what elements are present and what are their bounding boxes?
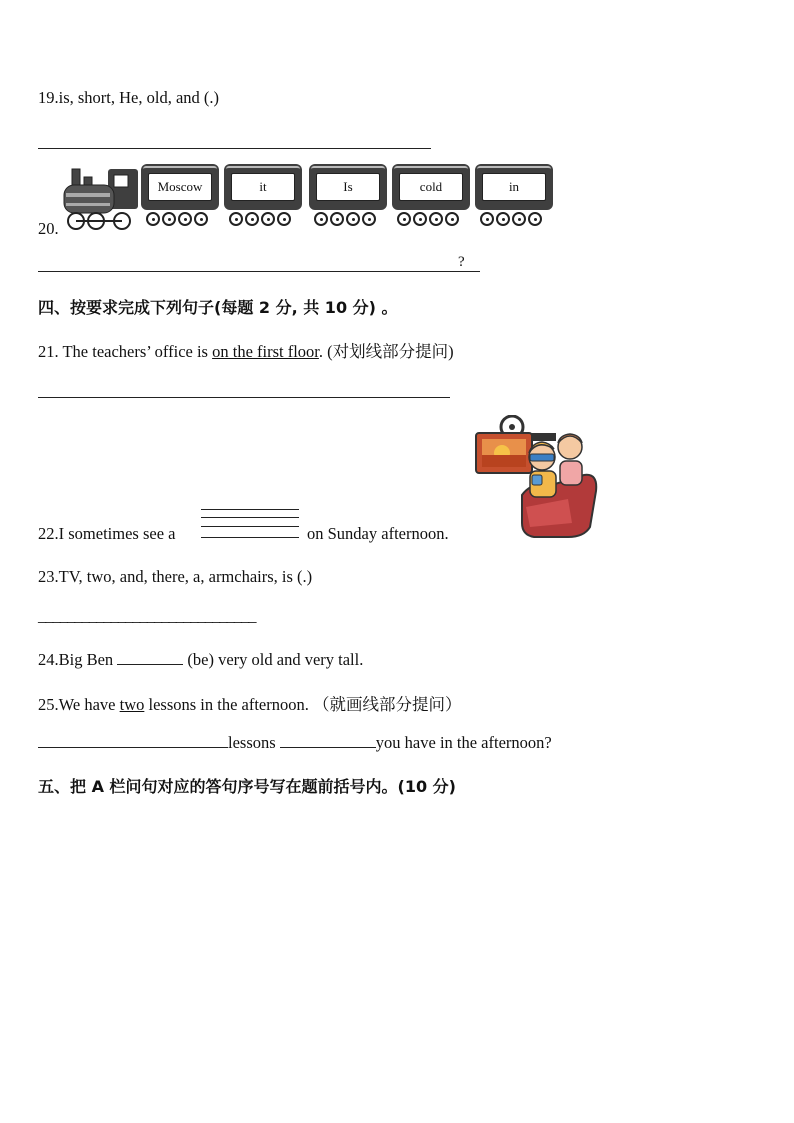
q22-answer-line[interactable] bbox=[201, 537, 299, 538]
word-card-3[interactable]: Is bbox=[316, 173, 380, 201]
question-21 bbox=[38, 338, 454, 362]
q21-prefix: 21. The teachers’ office is bbox=[38, 342, 213, 361]
train-car-3 bbox=[309, 164, 387, 210]
q22-blank-line-1 bbox=[201, 509, 299, 510]
wheels-4 bbox=[397, 212, 459, 228]
q24-blank[interactable] bbox=[117, 650, 183, 665]
q25-blank-2[interactable] bbox=[280, 733, 376, 748]
question-24 bbox=[38, 650, 363, 670]
train-car-1 bbox=[141, 164, 219, 210]
q22-suffix: on Sunday afternoon. bbox=[307, 524, 449, 543]
q25-answer-end: you have in the afternoon? bbox=[375, 733, 552, 752]
q25-prefix: 25.We have bbox=[38, 695, 120, 714]
q24-prefix: 24.Big Ben bbox=[38, 650, 114, 669]
q21-suffix: . (对划线部分提问) bbox=[318, 342, 454, 361]
q22-blank-line-2 bbox=[201, 517, 299, 518]
wheels-1 bbox=[146, 212, 208, 228]
word-card-1[interactable]: Moscow bbox=[148, 173, 212, 201]
question-mark: ? bbox=[458, 254, 465, 270]
word-card-5[interactable]: in bbox=[482, 173, 546, 201]
q25-blank-1[interactable] bbox=[38, 733, 228, 748]
q24-suffix: (be) very old and very tall. bbox=[187, 650, 364, 669]
wheels-3 bbox=[314, 212, 376, 228]
question-23: 23.TV, two, and, there, a, armchairs, is (.) bbox=[38, 567, 313, 586]
wheels-2 bbox=[229, 212, 291, 228]
q22-blank-line-3 bbox=[201, 526, 299, 527]
train-car-4 bbox=[392, 164, 470, 210]
word-card-4[interactable]: cold bbox=[399, 173, 463, 201]
q25-suffix: lessons in the afternoon. （就画线部分提问） bbox=[144, 695, 462, 714]
answer-line-23[interactable]: ______________________________ bbox=[38, 606, 256, 625]
answer-line-20[interactable] bbox=[38, 271, 480, 272]
train-car-5 bbox=[475, 164, 553, 210]
q25-underlined: two bbox=[119, 695, 145, 714]
watching-film-picture bbox=[472, 415, 602, 540]
train-car-2 bbox=[224, 164, 302, 210]
q21-underlined: on the first floor bbox=[212, 342, 319, 361]
wheels-5 bbox=[480, 212, 542, 228]
section-4-heading: 四、按要求完成下列句子(每题 2 分, 共 10 分) 。 bbox=[38, 298, 398, 317]
question-25 bbox=[38, 691, 462, 715]
section-5-heading: 五、把 A 栏问句对应的答句序号写在题前括号内。(10 分) bbox=[38, 777, 456, 796]
answer-25 bbox=[38, 733, 552, 753]
answer-line-21[interactable] bbox=[38, 397, 450, 398]
word-card-2[interactable]: it bbox=[231, 173, 295, 201]
locomotive-icon bbox=[60, 163, 144, 233]
answer-line-19[interactable] bbox=[38, 148, 431, 149]
q22-prefix: 22.I sometimes see a bbox=[38, 524, 176, 543]
question-20-number: 20. bbox=[38, 219, 59, 238]
q25-answer-mid: lessons bbox=[228, 733, 276, 752]
question-19: 19.is, short, He, old, and (.) bbox=[38, 88, 220, 107]
